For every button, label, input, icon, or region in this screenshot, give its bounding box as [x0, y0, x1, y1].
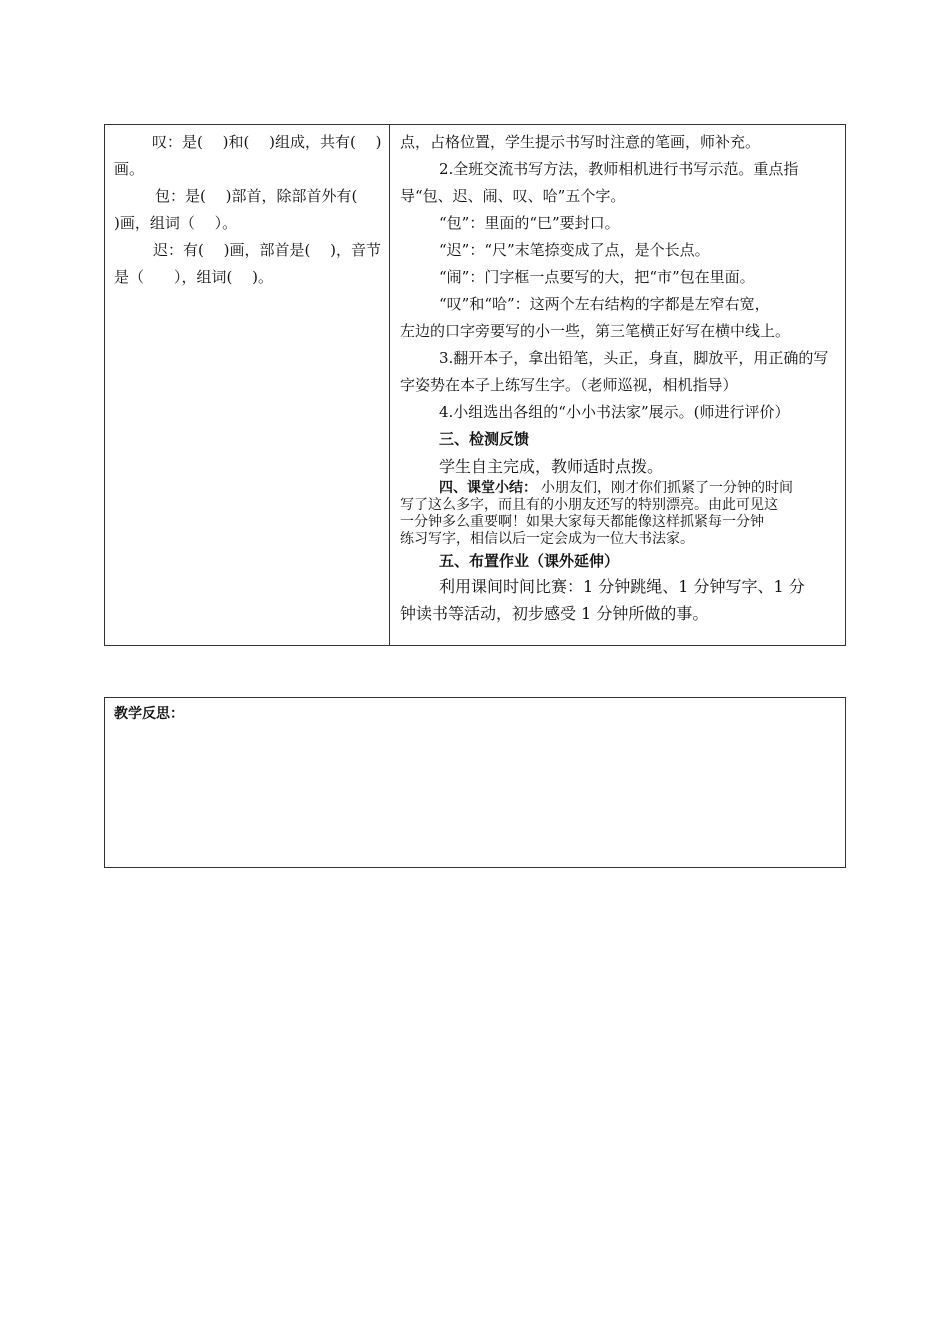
reflection-box [104, 697, 846, 868]
right-line-6: “闹”：门字框一点要写的大，把“市”包在里面。 [439, 268, 755, 286]
left-line-1: 叹：是( )和( )组成，共有( ) [152, 133, 382, 151]
section3-title: 三、检测反馈 [439, 430, 530, 448]
right-line-8: 左边的口字旁要写的小一些，第三笔横正好写在横中线上。 [400, 322, 791, 340]
right-line-11: 4.小组选出各组的“小小书法家”展示。(师进行评价） [439, 403, 790, 421]
section4-title: 四、课堂小结： [439, 480, 537, 496]
section4-line-2: 写了这么多字，而且有的小朋友还写的特别漂亮。由此可见这 [400, 497, 778, 513]
reflection-label: 教学反思： [114, 706, 184, 722]
section3-text: 学生自主完成，教师适时点拨。 [439, 457, 664, 476]
right-line-1: 点，占格位置，学生提示书写时注意的笔画，师补充。 [400, 133, 761, 151]
lesson-table [104, 124, 846, 646]
left-line-5: 迟：有( )画，部首是( )，音节 [153, 241, 381, 259]
left-line-2: 画。 [114, 160, 145, 178]
column-divider [389, 125, 390, 645]
section5-title: 五、布置作业（课外延伸） [439, 552, 620, 570]
right-line-10: 字姿势在本子上练写生字。（老师巡视，相机指导） [400, 376, 738, 394]
left-line-4: )画，组词（ ）。 [114, 214, 238, 232]
right-line-7: “叹”和“哈”：这两个左右结构的字都是左窄右宽， [439, 295, 770, 313]
right-line-2: 2.全班交流书写方法，教师相机进行书写示范。重点指 [439, 160, 799, 178]
left-line-6: 是（ ），组词( )。 [114, 268, 273, 286]
right-line-4: “包”：里面的“巳”要封口。 [439, 214, 620, 232]
section5-line-1: 利用课间时间比赛：1 分钟跳绳、1 分钟写字、1 分 [439, 577, 805, 596]
right-line-3: 导“包、迟、闹、叹、哈”五个字。 [400, 187, 626, 205]
left-line-3: 包：是( )部首，除部首外有( [155, 187, 358, 205]
section4-line-4: 练习写字，相信以后一定会成为一位大书法家。 [400, 531, 694, 547]
right-line-9: 3.翻开本子，拿出铅笔，头正，身直，脚放平，用正确的写 [439, 349, 829, 367]
section4-line-1: 小朋友们，刚才你们抓紧了一分钟的时间 [541, 480, 793, 496]
section5-line-2: 钟读书等活动，初步感受 1 分钟所做的事。 [400, 604, 709, 623]
section4-line-3: 一分钟多么重要啊！如果大家每天都能像这样抓紧每一分钟 [400, 514, 764, 530]
right-line-5: “迟”：“尺”末笔捺变成了点，是个长点。 [439, 241, 710, 259]
